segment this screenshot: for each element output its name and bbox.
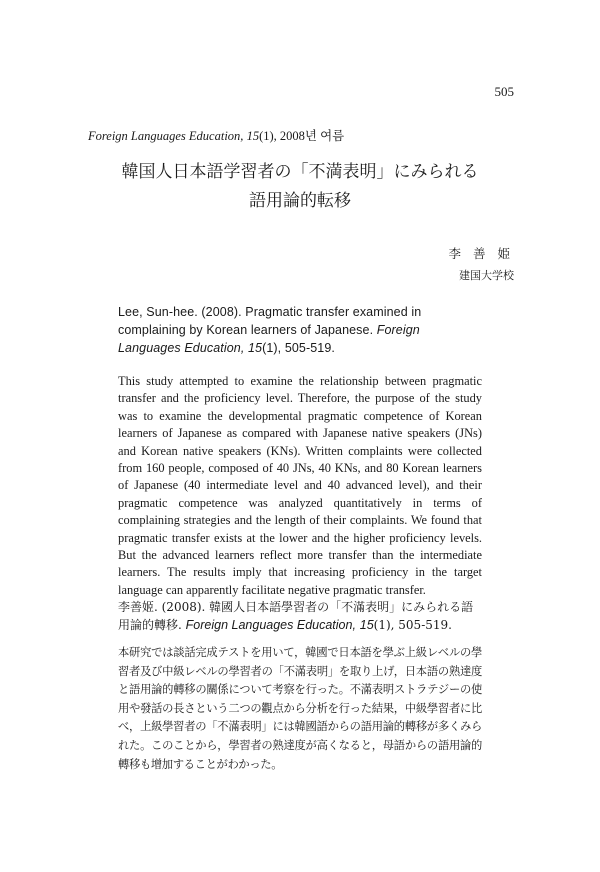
page-number: 505	[494, 84, 514, 99]
journal-header	[88, 126, 344, 144]
reference-japanese	[118, 598, 482, 634]
reference-en-citation: Lee, Sun-hee. (2008). Pragmatic transfer examined in complaining by Korean learners of Japanese.	[118, 305, 422, 337]
reference-en-journal: Foreign Languages Education,	[118, 323, 420, 355]
reference-en-volume: 15	[248, 341, 263, 355]
reference-jp-citation: 李善姬. (2008). 韓國人日本語學習者の「不滿表明」にみられる語用論的轉移.	[118, 600, 474, 632]
author-block	[449, 243, 514, 287]
reference-english	[118, 303, 482, 357]
title-line-2: 語用論的転移	[249, 191, 351, 211]
reference-jp-volume: 15	[359, 618, 374, 632]
title-line-1: 韓国人日本語学習者の「不満表明」にみられる	[121, 162, 479, 182]
reference-en-issue-pages: (1), 505-519.	[262, 341, 335, 355]
reference-jp-issue-pages: (1), 505-519.	[373, 618, 452, 632]
abstract-japanese: 本研究では談話完成テストを用いて，韓國で日本語を學ぶ上級レベルの學習者及び中級レベルの學習者の「不滿表明」を取り上げ，日本語の熟達度と語用論的轉移の關係について考察を行った。不滿表明ストラテジーの使用や發話の長さという二つの觀点から分析を行った結果，中級學習者に比べ，上級學習者の「不滿表明」には韓國語からの語用論的轉移が多くみられた。このことから，學習者の熟達度が高くなると，母語からの語用論的轉移も增加することがわかった。	[118, 646, 482, 771]
author-name: 李 善 姫	[448, 246, 514, 261]
journal-name: Foreign Languages Education,	[88, 129, 244, 143]
article-title	[0, 158, 600, 216]
author-affiliation: 建国大学校	[459, 269, 514, 282]
journal-issue-year: (1), 2008년 여름	[259, 129, 345, 143]
abstract-english: This study attempted to examine the relationship between pragmatic transfer and the proficiency level. Therefore, the purpose of the study was to examine the developmental pragmatic competence of Korean learners of Japanese as compared with Japanese native speakers (JNs) and Korean native speakers (KNs). Written complaints were collected from 160 people, composed of 40 JNs, 40 KNs, and 80 Korean learners of Japanese (40 intermediate level and 40 advanced level), and their pragmatic competence was analyzed quantitatively in terms of complaining strategies and the length of their complaints. We found that pragmatic transfer exists at the lower and the higher proficiency levels. But the advanced learners reflect more transfer than the intermediate learners. The results imply that increasing proficiency in the target language can apparently facilitate negative pragmatic transfer.	[118, 374, 482, 597]
reference-jp-journal: Foreign Languages Education,	[185, 618, 356, 632]
journal-volume: 15	[246, 129, 260, 143]
